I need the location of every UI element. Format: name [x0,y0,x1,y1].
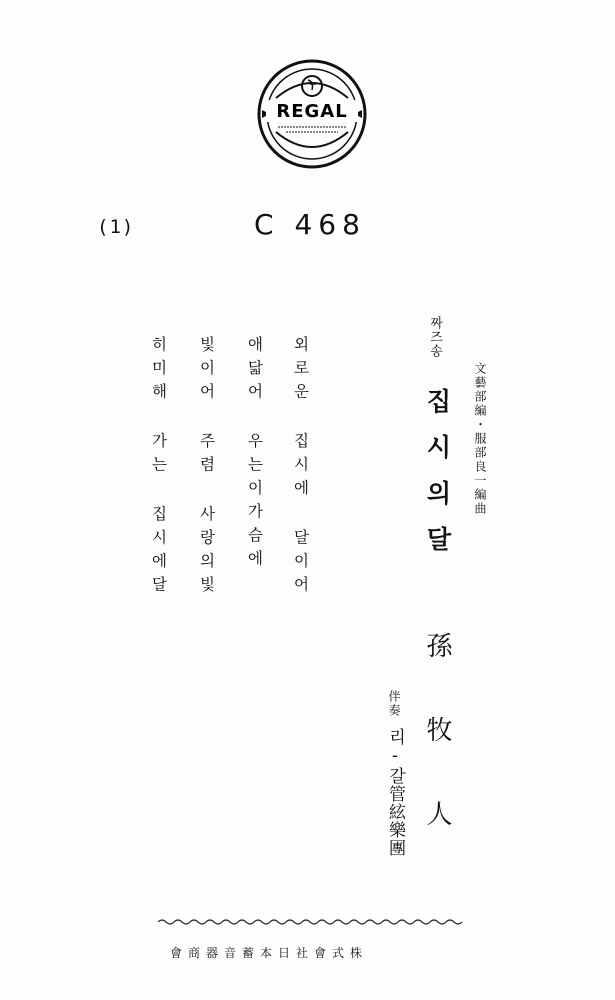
arrangement-credit: 文藝部編・服部良一編曲 [473,362,487,516]
lyric-line: 애닯어 우는이가슴에 [245,336,264,574]
lyric-line: 외로운 집시에 달이어 [291,336,310,600]
song-title: 집시의달 [423,388,452,572]
wavy-divider [158,918,466,926]
genre-label: 짜즈송 [427,316,442,358]
regal-logo [256,58,368,170]
accompaniment-orchestra: 리-갈管絃樂團 [385,728,405,857]
accompaniment-label: 伴奏 [387,690,401,718]
publisher-footer: 會商器音蓄本日社會式株 [170,946,369,960]
lyric-line: 히미해 가는 집시에달 [149,336,168,600]
page-number: (1) [97,216,135,238]
lyric-line: 빛이어 주렴 사랑의빛 [197,336,216,600]
logo-brand: REGAL [276,101,348,122]
singer-name: 孫牧人 [422,632,452,884]
catalog-number: C 468 [254,208,366,241]
